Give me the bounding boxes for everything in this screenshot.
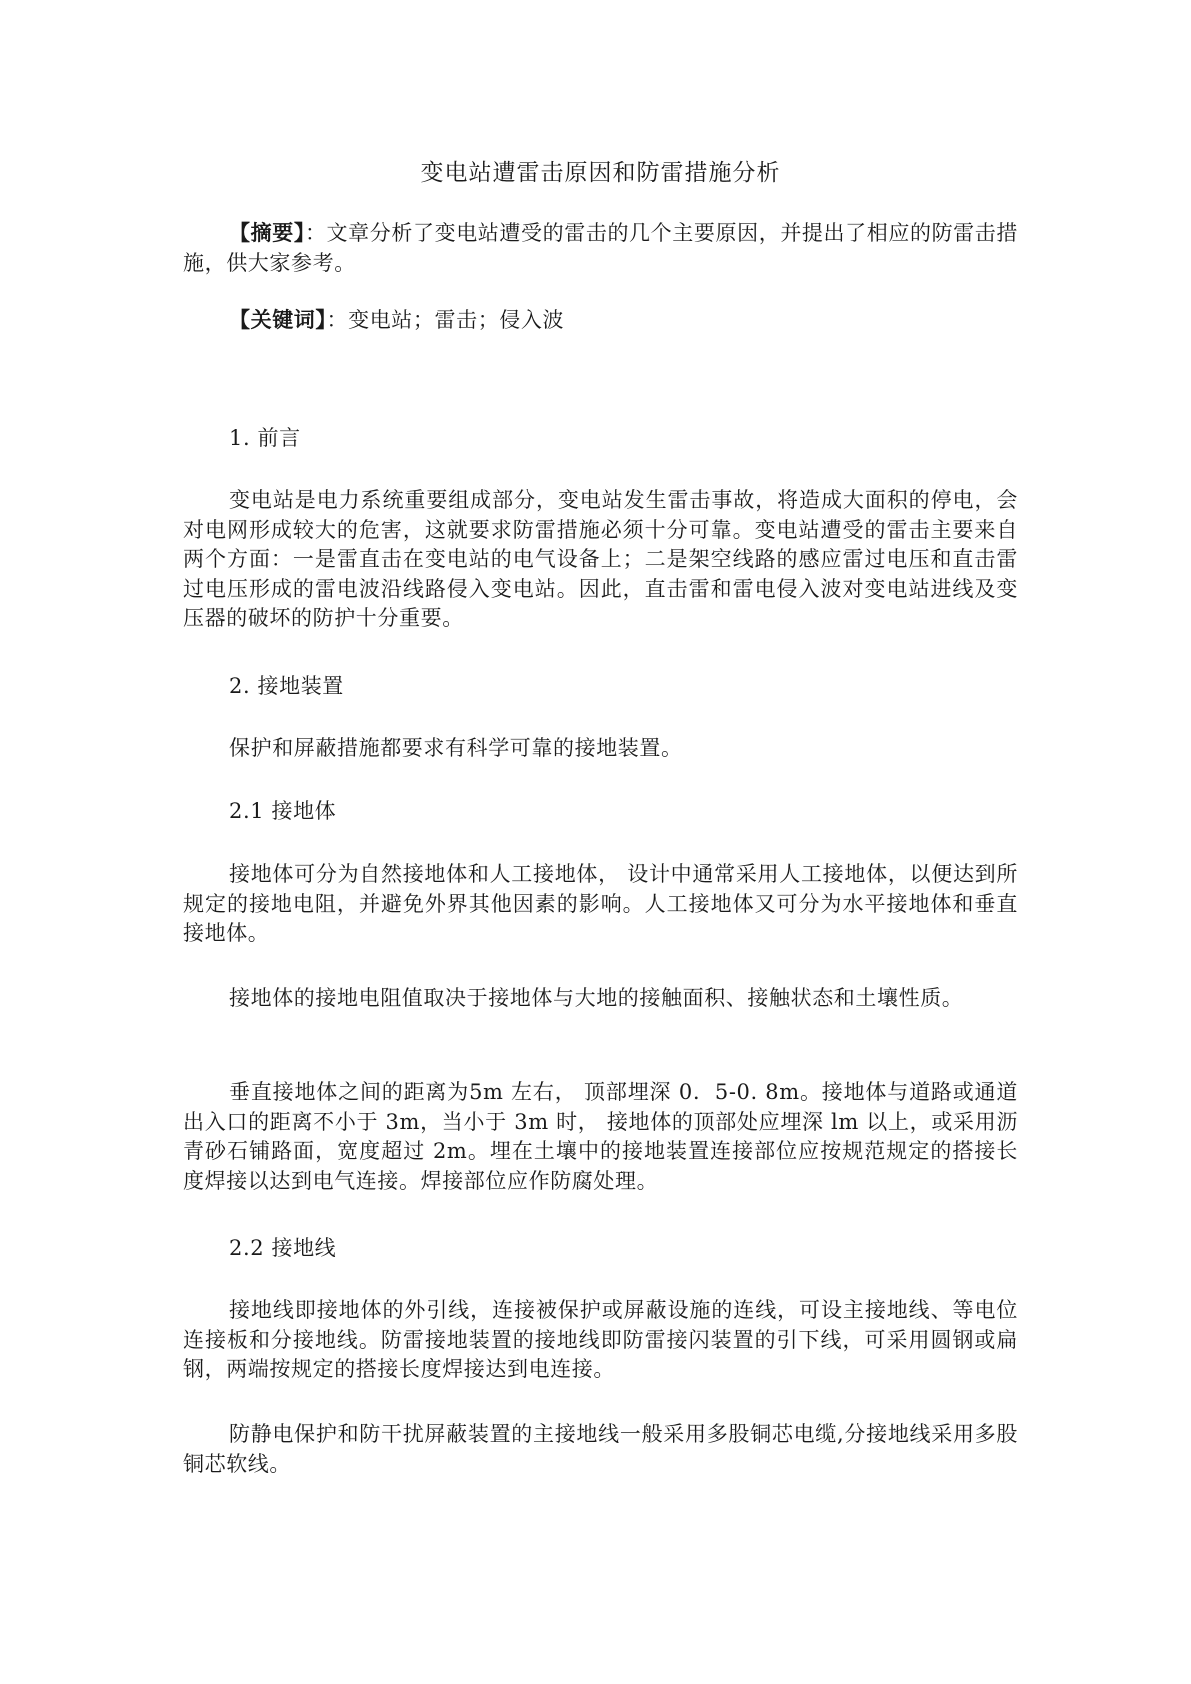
section-2-1-heading: 2.1 接地体 — [229, 799, 337, 823]
document-title: 变电站遭雷击原因和防雷措施分析 — [420, 160, 781, 186]
section-1-heading: 1. 前言 — [229, 426, 301, 450]
section-2-heading: 2. 接地装置 — [229, 674, 344, 698]
section-2-1-paragraph-1: 接地体可分为自然接地体和人工接地体， 设计中通常采用人工接地体，以便达到所规定的接地电阻，并避免外界其他因素的影响。人工接地体又可分为水平接地体和垂直接地体。 — [183, 862, 1018, 945]
section-2-2-paragraph-2: 防静电保护和防干扰屏蔽装置的主接地线一般采用多股铜芯电缆,分接地线采用多股铜芯软线。 — [183, 1422, 1018, 1476]
keywords-text: ：变电站；雷击；侵入波 — [326, 308, 565, 332]
section-2-2-paragraph-1: 接地线即接地体的外引线，连接被保护或屏蔽设施的连线，可设主接地线、等电位连接板和分接地线。防雷接地装置的接地线即防雷接闪装置的引下线，可采用圆钢或扁钢，两端按规定的搭接长度焊接达到电连接。 — [183, 1298, 1018, 1381]
section-2-paragraph-1: 保护和屏蔽措施都要求有科学可靠的接地装置。 — [229, 736, 683, 760]
keywords-paragraph — [183, 305, 1018, 336]
keywords-label: 【关键词】 — [229, 307, 327, 332]
abstract-label: 【摘要】 — [229, 220, 305, 245]
section-2-2-heading: 2.2 接地线 — [229, 1236, 337, 1260]
section-1-paragraph-1: 变电站是电力系统重要组成部分，变电站发生雷击事故，将造成大面积的停电，会对电网形成较大的危害，这就要求防雷措施必须十分可靠。变电站遭受的雷击主要来自两个方面：一是雷直击在变电站的电气设备上；二是架空线路的感应雷过电压和直击雷过电压形成的雷电波沿线路侵入变电站。因此，直击雷和雷电侵入波对变电站进线及变压器的破坏的防护十分重要。 — [183, 488, 1018, 630]
abstract-text: ：文章分析了变电站遭受的雷击的几个主要原因，并提出了相应的防雷击措施，供大家参考。 — [183, 221, 1018, 275]
section-2-1-paragraph-3: 垂直接地体之间的距离为5m 左右， 顶部埋深 0．5-0. 8m。接地体与道路或通道出入口的距离不小于 3m，当小于 3m 时， 接地体的顶部处应埋深 lm 以上，或采用沥青砂石铺路面，宽度超过 2m。埋在土壤中的接地装置连接部位应按规范规定的搭接长度焊接以达到电气连接。焊接部位应作防腐处理。 — [183, 1080, 1018, 1193]
section-2-1-paragraph-2: 接地体的接地电阻值取决于接地体与大地的接触面积、接触状态和土壤性质。 — [229, 986, 964, 1010]
abstract-paragraph — [183, 218, 1018, 278]
